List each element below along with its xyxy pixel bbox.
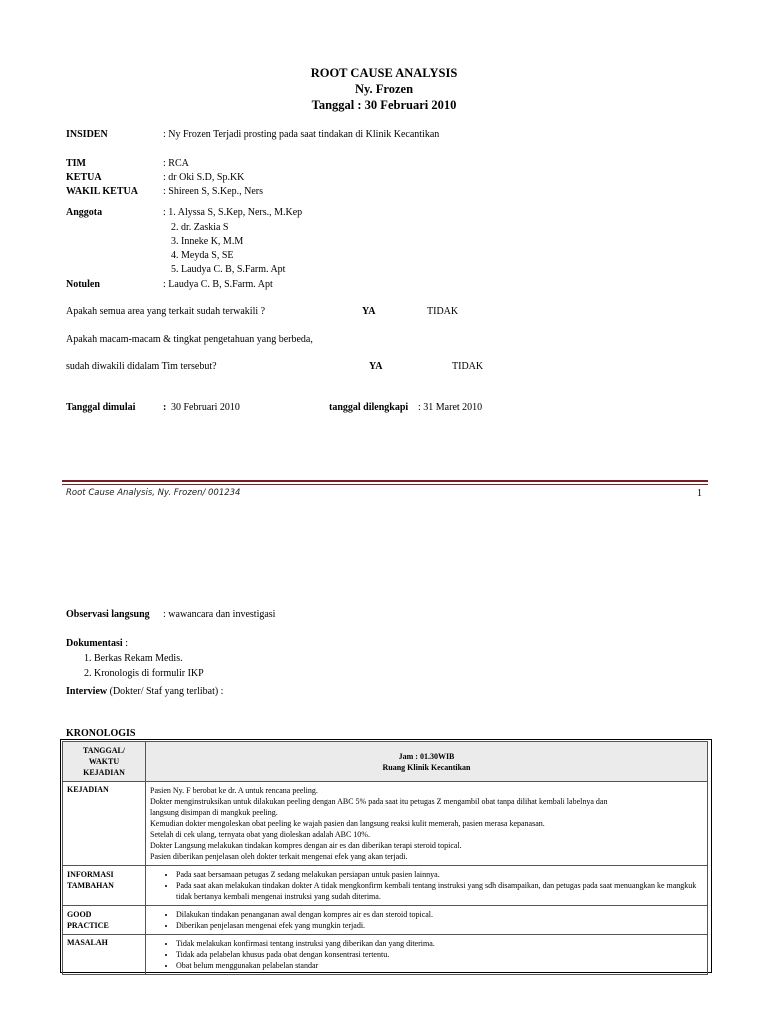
header-tanggal-line3: KEJADIAN (83, 768, 125, 777)
kejadian-line: langsung disimpan di mangkuk peeling. (150, 808, 278, 817)
kejadian-line: Dokter menginstruksikan untuk dilakukan peeling dengan ABC 5% pada saat itu petugas Z mengambil obat tanpa dilihat kembali labelnya dan (150, 797, 608, 806)
list-item: • Diberikan penjelasan mengenai efek yang mungkin terjadi. (176, 920, 703, 931)
informasi-label-line1: INFORMASI (67, 870, 114, 879)
good-practice-content (146, 906, 708, 935)
tanggal-dimulai-colon: : (163, 402, 167, 413)
interview-line (66, 686, 223, 697)
insiden-label: INSIDEN (66, 129, 108, 140)
observasi-label: Observasi langsung (66, 609, 150, 620)
interview-label: Interview (66, 686, 108, 697)
table-header-row (63, 742, 708, 782)
header-jam: Jam : 01.30WIB (398, 751, 455, 761)
dokumentasi-label: Dokumentasi (66, 638, 123, 649)
table-row-kejadian (63, 782, 708, 866)
footer-document-ref: Root Cause Analysis, Ny. Frozen/ 001234 (66, 488, 241, 498)
question-pengetahuan-line2: sudah diwakili didalam Tim tersebut? (66, 361, 217, 372)
informasi-label-cell (63, 866, 146, 906)
q1-ya: YA (362, 306, 376, 317)
footer-rule-thick (62, 480, 708, 482)
anggota-item-5: 5. Laudya C. B, S.Farm. Apt (171, 264, 286, 275)
masalah-list (150, 938, 703, 971)
header-tanggal-cell (63, 742, 146, 782)
good-practice-list (150, 909, 703, 931)
kejadian-line: Pasien Ny. F berobat ke dr. A untuk rencana peeling. (150, 786, 318, 795)
notulen-label: Notulen (66, 279, 100, 290)
list-item: • Obat belum menggunakan pelabelan standar (176, 960, 703, 971)
tim-value: : RCA (163, 158, 189, 169)
question-area-terwakili: Apakah semua area yang terkait sudah terwakili ? (66, 306, 266, 317)
header-tanggal-line1: TANGGAL/ (82, 746, 126, 755)
tanggal-dimulai-label: Tanggal dimulai (66, 402, 136, 413)
dokumentasi-item-2: 2. Kronologis di formulir IKP (84, 668, 204, 679)
informasi-list (150, 869, 703, 902)
tanggal-dilengkapi-label: tanggal dilengkapi (329, 402, 409, 413)
list-item: • Tidak ada pelabelan khusus pada obat dengan konsentrasi tertentu. (176, 949, 703, 960)
ketua-label: KETUA (66, 172, 102, 183)
q2-ya: YA (369, 361, 383, 372)
list-item: • Tidak melakukan konfirmasi tentang instruksi yang diberikan dan yang diterima. (176, 938, 703, 949)
insiden-value: : Ny Frozen Terjadi prosting pada saat tindakan di Klinik Kecantikan (163, 129, 440, 140)
kejadian-line: Pasien diberikan penjelasan oleh dokter terkait mengenai efek yang akan terjadi. (150, 852, 408, 861)
document-date: Tanggal : 30 Februari 2010 (311, 98, 457, 112)
informasi-label-line2: TAMBAHAN (67, 881, 114, 890)
header-tanggal-line2: WAKTU (88, 757, 120, 766)
tanggal-dilengkapi-value: : 31 Maret 2010 (418, 402, 483, 413)
wakil-ketua-value: : Shireen S, S.Kep., Ners (163, 186, 263, 197)
anggota-item-4: 4. Meyda S, SE (171, 250, 234, 261)
dokumentasi-heading (66, 638, 128, 649)
question-pengetahuan-line1: Apakah macam-macam & tingkat pengetahuan yang berbeda, (66, 334, 313, 345)
list-item: • Dilakukan tindakan penanganan awal dengan kompres air es dan steroid topical. (176, 909, 703, 920)
table-row-informasi (63, 866, 708, 906)
kejadian-line: Setelah di cek ulang, ternyata obat yang dioleskan adalah ABC 10%. (150, 830, 370, 839)
wakil-ketua-label: WAKIL KETUA (66, 186, 138, 197)
masalah-content (146, 935, 708, 975)
table-row-masalah (63, 935, 708, 975)
observasi-value: : wawancara dan investigasi (163, 609, 276, 620)
kejadian-line: Dokter Langsung melakukan tindakan kompres dengan air es dan diberikan terapi steroid topical. (150, 841, 462, 850)
header-jam-cell (146, 742, 708, 782)
good-practice-label-line2: PRACTICE (67, 921, 109, 930)
kejadian-label: KEJADIAN (63, 782, 146, 866)
q2-tidak: TIDAK (452, 361, 484, 372)
anggota-item-3: 3. Inneke K, M.M (171, 236, 244, 247)
informasi-content (146, 866, 708, 906)
ketua-value: : dr Oki S.D, Sp.KK (163, 172, 245, 183)
interview-value: (Dokter/ Staf yang terlibat) : (107, 686, 224, 697)
good-practice-label-line1: GOOD (67, 910, 92, 919)
list-item: • Pada saat akan melakukan tindakan dokter A tidak mengkonfirm kembali tentang instruksi yang sdh disampaikan, dan petugas pada saat menuangkan ke mangkuk tidak bertanya kembali mengenai instruksi yang sudah diterima. (176, 880, 703, 902)
document-title: ROOT CAUSE ANALYSIS (310, 66, 458, 80)
tanggal-dimulai-value: 30 Februari 2010 (171, 402, 240, 413)
header-ruang: Ruang Klinik Kecantikan (382, 762, 471, 772)
masalah-label: MASALAH (63, 935, 146, 975)
footer-rule-thin (62, 484, 708, 485)
anggota-item-1: : 1. Alyssa S, S.Kep, Ners., M.Kep (163, 207, 303, 218)
anggota-item-2: 2. dr. Zaskia S (171, 222, 229, 233)
kronologis-title: KRONOLOGIS (66, 728, 136, 739)
page-number: 1 (697, 488, 702, 499)
kejadian-line: Kemudian dokter mengoleskan obat peeling ke wajah pasien dan langsung reaksi kulit memerah, pasien merasa kepanasan. (150, 819, 545, 828)
kronologis-table (62, 741, 708, 975)
q1-tidak: TIDAK (427, 306, 459, 317)
list-item: • Pada saat bersamaan petugas Z sedang melakukan persiapan untuk pasien lainnya. (176, 869, 703, 880)
anggota-label: Anggota (66, 207, 103, 218)
good-practice-label-cell (63, 906, 146, 935)
dokumentasi-colon: : (122, 638, 128, 649)
dokumentasi-item-1: 1. Berkas Rekam Medis. (84, 653, 183, 664)
patient-name: Ny. Frozen (354, 82, 414, 96)
table-row-good-practice (63, 906, 708, 935)
kejadian-content (146, 782, 708, 866)
notulen-value: : Laudya C. B, S.Farm. Apt (163, 279, 273, 290)
tim-label: TIM (66, 158, 86, 169)
